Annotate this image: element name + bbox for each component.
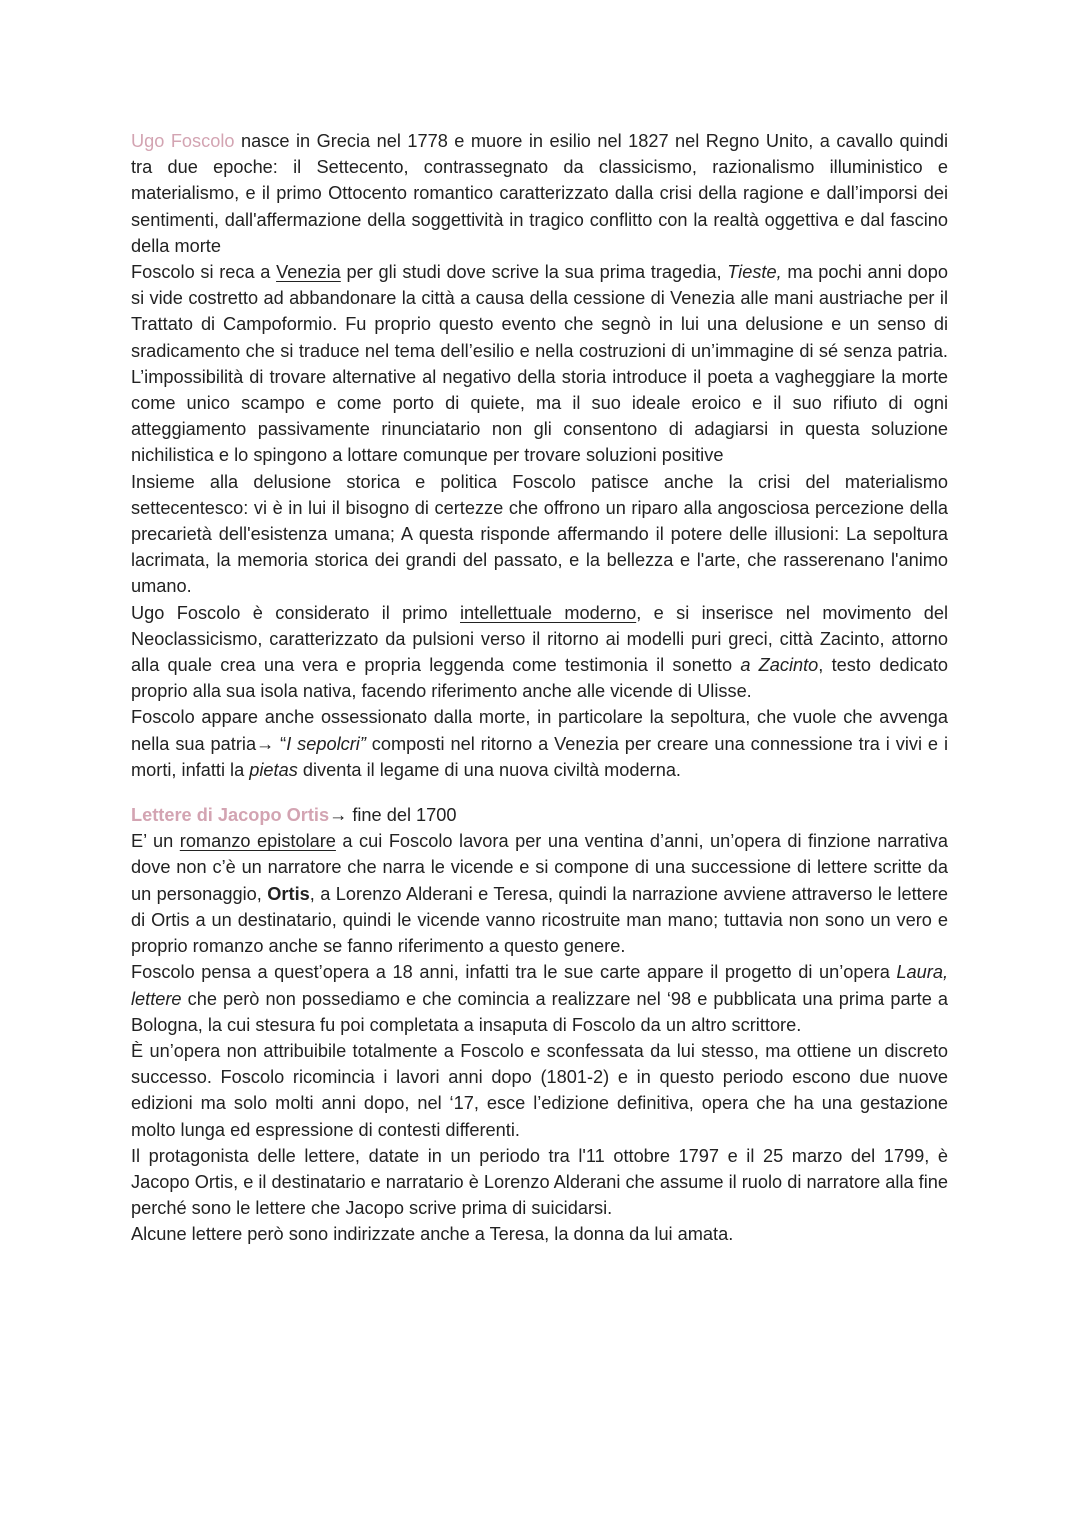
paragraph-text: diventa il legame di una nuova civiltà moderna. xyxy=(297,759,681,780)
paragraph-text: ma pochi anni dopo si vide costretto ad abbandonare la città a causa della cessione di Venezia alle mani austriache per il Trattato di Campoformio. Fu proprio questo evento che segnò in lui una delusione e un senso di sradicamento che si traduce nel tema dell’esilio e nella costruzioni di un’immagine di sé senza patria. L’impossibilità di trovare alternative al negativo della storia introduce il poeta a vagheggiare la morte come unico scampo e come porto di quiete, ma il suo ideale eroico e il suo rifiuto di ogni atteggiamento passivamente rinunciatario non gli consentono di adagiarsi in questa soluzione nichilistica e lo spingono a lottare comunque per trovare soluzioni positive xyxy=(131,262,948,466)
italic-title-tieste: Tieste, xyxy=(727,262,782,283)
paragraph-teresa xyxy=(131,1221,948,1247)
italic-title-zacinto: a Zacinto xyxy=(740,655,819,676)
italic-term-pietas: pietas xyxy=(249,759,298,780)
document-page xyxy=(131,128,948,1248)
italic-title-sepolcri: I sepolcri” xyxy=(286,733,366,754)
section-heading xyxy=(131,802,948,828)
paragraph-text: Foscolo appare anche ossessionato dalla morte, in particolare la sepoltura, che vuole che avvenga nella sua patria→ “ xyxy=(131,707,948,754)
bold-term-ortis: Ortis xyxy=(267,883,310,904)
paragraph-text: che però non possediamo e che comincia a realizzare nel ‘98 e pubblicata una prima parte a Bologna, la cui stesura fu poi completata a insaputa di Foscolo da un altro scrittore. xyxy=(131,988,948,1035)
underlined-term-romanzo: romanzo epistolare xyxy=(179,831,336,852)
underlined-term-intellettuale: intellettuale moderno xyxy=(460,602,637,623)
paragraph-text: Foscolo si reca a xyxy=(131,262,277,283)
paragraph-sepolcri xyxy=(131,704,948,783)
underlined-term-venezia: Venezia xyxy=(276,262,341,283)
paragraph-text: E’ un xyxy=(131,831,180,852)
paragraph-text: Alcune lettere però sono indirizzate anche a Teresa, la donna da lui amata. xyxy=(131,1224,734,1245)
paragraph-venezia xyxy=(131,259,948,469)
paragraph-intro xyxy=(131,128,948,259)
paragraph-edizioni xyxy=(131,1038,948,1143)
italic-title-laura: Laura, lettere xyxy=(131,962,948,1009)
paragraph-protagonista xyxy=(131,1143,948,1222)
section-spacer xyxy=(131,783,948,802)
paragraph-text: Il protagonista delle lettere, datate in un periodo tra l'11 ottobre 1797 e il 25 marzo del 1799, è Jacopo Ortis, e il destinatario e narratario è Lorenzo Alderani che assume il ruolo di narratore alla fine perché sono le lettere che Jacopo scrive prima di suicidarsi. xyxy=(131,1145,948,1219)
paragraph-text: a cui Foscolo lavora per una ventina d’anni, un’opera di finzione narrativa dove non c’è un narratore che narra le vicende e si compone di una successione di lettere scritte da un personaggio, xyxy=(131,831,948,904)
paragraph-laura xyxy=(131,959,948,1038)
section-title-suffix: → fine del 1700 xyxy=(329,805,457,826)
section-title: Lettere di Jacopo Ortis xyxy=(131,805,330,826)
paragraph-text: Ugo Foscolo è considerato il primo xyxy=(131,602,461,623)
paragraph-text: , e si inserisce nel movimento del Neoclassicismo, caratterizzato da pulsioni verso il ritorno ai modelli puri greci, città Zacinto, attorno alla quale crea una vera e propria leggenda come testimonia il sonetto xyxy=(131,602,948,676)
paragraph-text: Foscolo pensa a quest’opera a 18 anni, infatti tra le sue carte appare il progetto di un’opera xyxy=(131,962,897,983)
author-name: Ugo Foscolo xyxy=(131,131,235,151)
paragraph-text: , a Lorenzo Alderani e Teresa, quindi la narrazione avviene attraverso le lettere di Ortis a un destinatario, quindi le vicende vanno ricostruite man mano; tuttavia non sono un vero e proprio romanzo anche se fanno riferimento a questo genere. xyxy=(131,883,948,957)
paragraph-text: composti nel ritorno a Venezia per creare una connessione tra i vivi e i morti, infatti la xyxy=(131,733,948,780)
paragraph-romanzo xyxy=(131,828,948,959)
paragraph-text: Insieme alla delusione storica e politica Foscolo patisce anche la crisi del materialismo settecentesco: vi è in lui il bisogno di certezze che offrono un riparo alla angosciosa percezione della precarietà dell'esistenza umana; A questa risponde affermando il potere delle illusioni: La sepoltura lacrimata, la memoria storica dei grandi del passato, e la bellezza e l'arte, che rasserenano l'animo umano. xyxy=(131,471,948,597)
paragraph-neoclassicismo xyxy=(131,600,948,705)
paragraph-text: È un’opera non attribuibile totalmente a Foscolo e sconfessata da lui stesso, ma ottiene un discreto successo. Foscolo ricomincia i lavori anni dopo (1801-2) e in questo periodo escono due nuove edizioni ma solo molti anni dopo, nel ‘17, esce l’edizione definitiva, opera che ha una gestazione molto lunga ed espressione di contesti differenti. xyxy=(131,1040,948,1140)
paragraph-text: , testo dedicato proprio alla sua isola nativa, facendo riferimento anche alle vicende di Ulisse. xyxy=(131,655,948,702)
paragraph-materialismo xyxy=(131,469,948,600)
paragraph-text: nasce in Grecia nel 1778 e muore in esilio nel 1827 nel Regno Unito, a cavallo quindi tra due epoche: il Settecento, contrassegnato da classicismo, razionalismo illuministico e materialismo, e il primo Ottocento romantico caratterizzato dalla crisi della ragione e dall’imporsi dei sentimenti, dall'affermazione della soggettività in tragico conflitto con la realtà oggettiva e dal fascino della morte xyxy=(131,131,948,256)
paragraph-text: per gli studi dove scrive la sua prima tragedia, xyxy=(340,262,728,283)
